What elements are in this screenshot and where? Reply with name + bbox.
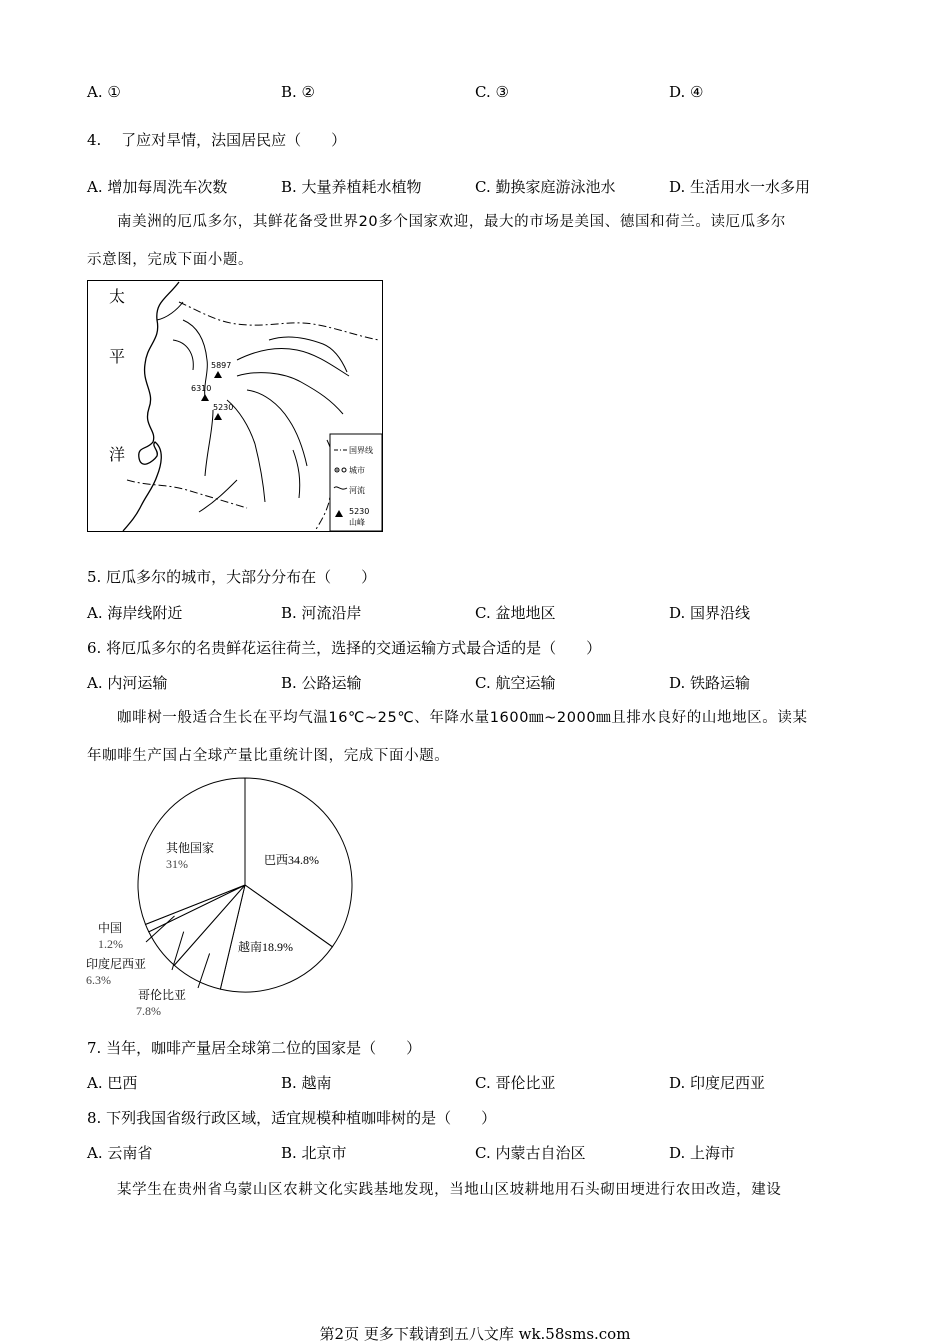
ocean-char: 太 bbox=[109, 287, 126, 306]
q4-option-c: C. 勤换家庭游泳池水 bbox=[475, 178, 616, 196]
q5-option-a: A. 海岸线附近 bbox=[87, 604, 183, 622]
pie-label-indonesia-name: 印度尼西亚 bbox=[86, 957, 147, 971]
q7-option-b: B. 越南 bbox=[281, 1074, 332, 1092]
coffee-intro-line1: 咖啡树一般适合生长在平均气温16℃~25℃、年降水量1600㎜~2000㎜且排水良好的山地地区。读某 bbox=[117, 710, 808, 726]
q7-option-c: C. 哥伦比亚 bbox=[475, 1074, 556, 1092]
q8-stem: 8. 下列我国省级行政区域，适宜规模种植咖啡树的是（ ） bbox=[87, 1109, 497, 1127]
q3-option-b: B. ② bbox=[281, 83, 316, 101]
pie-label-brazil: 巴西34.8% bbox=[264, 853, 319, 867]
q3-option-a: A. ① bbox=[87, 83, 121, 101]
q4-option-a: A. 增加每周洗车次数 bbox=[87, 178, 228, 196]
q6-option-d: D. 铁路运输 bbox=[669, 674, 751, 692]
q5-option-b: B. 河流沿岸 bbox=[281, 604, 362, 622]
pie-label-colombia-name: 哥伦比亚 bbox=[138, 988, 187, 1002]
q7-option-a: A. 巴西 bbox=[87, 1074, 138, 1092]
q4-option-d: D. 生活用水一水多用 bbox=[669, 178, 811, 196]
q5-option-c: C. 盆地地区 bbox=[475, 604, 556, 622]
legend-peak-value: 5230 bbox=[349, 507, 370, 516]
pie-label-other-name: 其他国家 bbox=[166, 841, 215, 855]
q6-stem: 6. 将厄瓜多尔的名贵鲜花运往荷兰，选择的交通运输方式最合适的是（ ） bbox=[87, 639, 602, 657]
ecuador-intro-line2: 示意图，完成下面小题。 bbox=[87, 252, 254, 268]
guizhou-intro-line1: 某学生在贵州省乌蒙山区农耕文化实践基地发现，当地山区坡耕地用石头砌田埂进行农田改造，建设 bbox=[117, 1182, 782, 1198]
q8-option-a: A. 云南省 bbox=[87, 1144, 153, 1162]
q6-option-c: C. 航空运输 bbox=[475, 674, 556, 692]
legend-border-label: 国界线 bbox=[349, 446, 373, 455]
ocean-char: 平 bbox=[109, 347, 126, 366]
pie-label-colombia-value: 7.8% bbox=[136, 1004, 161, 1018]
ecuador-intro-line1: 南美洲的厄瓜多尔，其鲜花备受世界20多个国家欢迎，最大的市场是美国、德国和荷兰。读厄瓜多尔 bbox=[117, 214, 786, 230]
q6-option-a: A. 内河运输 bbox=[87, 674, 168, 692]
q8-option-c: C. 内蒙古自治区 bbox=[475, 1144, 586, 1162]
q5-option-d: D. 国界沿线 bbox=[669, 604, 751, 622]
ecuador-map bbox=[87, 280, 383, 532]
pie-label-indonesia-value: 6.3% bbox=[86, 973, 111, 987]
map-legend bbox=[330, 434, 382, 531]
pie-label-china-value: 1.2% bbox=[98, 937, 123, 951]
ocean-char: 洋 bbox=[109, 445, 126, 464]
q8-option-d: D. 上海市 bbox=[669, 1144, 736, 1162]
q7-stem: 7. 当年，咖啡产量居全球第二位的国家是（ ） bbox=[87, 1039, 422, 1057]
pie-label-other-value: 31% bbox=[166, 857, 188, 871]
legend-peak-label: 山峰 bbox=[349, 518, 365, 527]
coffee-pie-chart bbox=[80, 770, 370, 1022]
pie-label-vietnam: 越南18.9% bbox=[238, 940, 293, 954]
q3-option-c: C. ③ bbox=[475, 83, 509, 101]
page-footer: 第2页 更多下载请到五八文库 wk.58sms.com bbox=[319, 1325, 631, 1343]
legend-river-label: 河流 bbox=[349, 486, 365, 495]
q6-option-b: B. 公路运输 bbox=[281, 674, 362, 692]
pie-label-china-name: 中国 bbox=[98, 921, 123, 935]
q3-option-d: D. ④ bbox=[669, 83, 704, 101]
legend-city-label: 城市 bbox=[349, 466, 365, 475]
peak-label: 5230 bbox=[213, 403, 234, 412]
q4-option-b: B. 大量养植耗水植物 bbox=[281, 178, 422, 196]
coffee-intro-line2: 年咖啡生产国占全球产量比重统计图，完成下面小题。 bbox=[87, 748, 450, 764]
q8-option-b: B. 北京市 bbox=[281, 1144, 347, 1162]
q7-option-d: D. 印度尼西亚 bbox=[669, 1074, 766, 1092]
q5-stem: 5. 厄瓜多尔的城市，大部分分布在（ ） bbox=[87, 568, 377, 586]
q4-stem: 4. 了应对旱情，法国居民应（ ） bbox=[87, 131, 347, 149]
peak-label: 6310 bbox=[191, 384, 212, 393]
peak-label: 5897 bbox=[211, 361, 232, 370]
